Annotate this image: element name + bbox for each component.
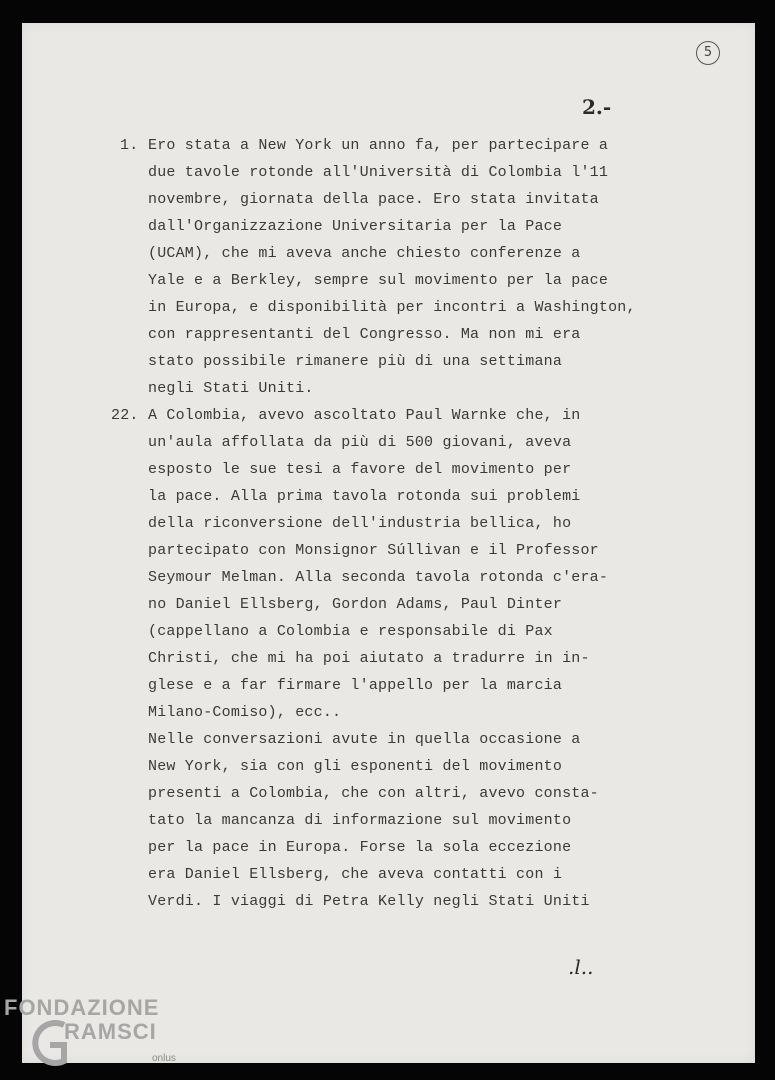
text-line: in Europa, e disponibilità per incontri a Washington, xyxy=(148,299,636,316)
circled-page-number: 5 xyxy=(696,41,720,65)
section-number: 22. xyxy=(111,407,139,424)
text-line: con rappresentanti del Congresso. Ma non mi era xyxy=(148,326,581,343)
continuation-mark: .l.. xyxy=(568,955,594,979)
text-line: no Daniel Ellsberg, Gordon Adams, Paul Dinter xyxy=(148,596,563,613)
text-line: Verdi. I viaggi di Petra Kelly negli Stati Uniti xyxy=(148,893,590,910)
logo-line-2: RAMSCI xyxy=(64,1019,157,1044)
text-line: Christi, che mi ha poi aiutato a tradurre in in- xyxy=(148,650,590,667)
page-number: 2.- xyxy=(582,95,612,119)
logo-line-1: FONDAZIONE xyxy=(4,995,160,1020)
text-line: (cappellano a Colombia e responsabile di Pax xyxy=(148,623,553,640)
text-line: era Daniel Ellsberg, che aveva contatti con i xyxy=(148,866,563,883)
logo-subtitle: onlus xyxy=(152,1053,176,1064)
text-line: Yale e a Berkley, sempre sul movimento per la pace xyxy=(148,272,609,289)
text-line: presenti a Colombia, che con altri, avevo consta- xyxy=(148,785,599,802)
section-number: 1. xyxy=(120,137,139,154)
text-line: Ero stata a New York un anno fa, per partecipare a xyxy=(148,137,609,154)
text-line: per la pace in Europa. Forse la sola eccezione xyxy=(148,839,572,856)
text-line: due tavole rotonde all'Università di Colombia l'11 xyxy=(148,164,609,181)
text-line: Nelle conversazioni avute in quella occasione a xyxy=(148,731,581,748)
text-line: della riconversione dell'industria bellica, ho xyxy=(148,515,572,532)
text-line: A Colombia, avevo ascoltato Paul Warnke che, in xyxy=(148,407,581,424)
text-line: negli Stati Uniti. xyxy=(148,380,314,397)
text-line: Milano-Comiso), ecc.. xyxy=(148,704,342,721)
text-line: partecipato con Monsignor Súllivan e il Professor xyxy=(148,542,599,559)
fondazione-gramsci-logo xyxy=(2,995,192,1075)
text-line: New York, sia con gli esponenti del movimento xyxy=(148,758,563,775)
text-line: glese e a far firmare l'appello per la marcia xyxy=(148,677,563,694)
text-line: esposto le sue tesi a favore del movimento per xyxy=(148,461,572,478)
text-line: stato possibile rimanere più di una settimana xyxy=(148,353,563,370)
text-line: Seymour Melman. Alla seconda tavola rotonda c'era- xyxy=(148,569,609,586)
text-line: un'aula affollata da più di 500 giovani, aveva xyxy=(148,434,572,451)
text-line: dall'Organizzazione Universitaria per la Pace xyxy=(148,218,563,235)
text-line: (UCAM), che mi aveva anche chiesto conferenze a xyxy=(148,245,581,262)
text-line: novembre, giornata della pace. Ero stata invitata xyxy=(148,191,599,208)
text-line: tato la mancanza di informazione sul movimento xyxy=(148,812,572,829)
text-line: la pace. Alla prima tavola rotonda sui problemi xyxy=(148,488,581,505)
